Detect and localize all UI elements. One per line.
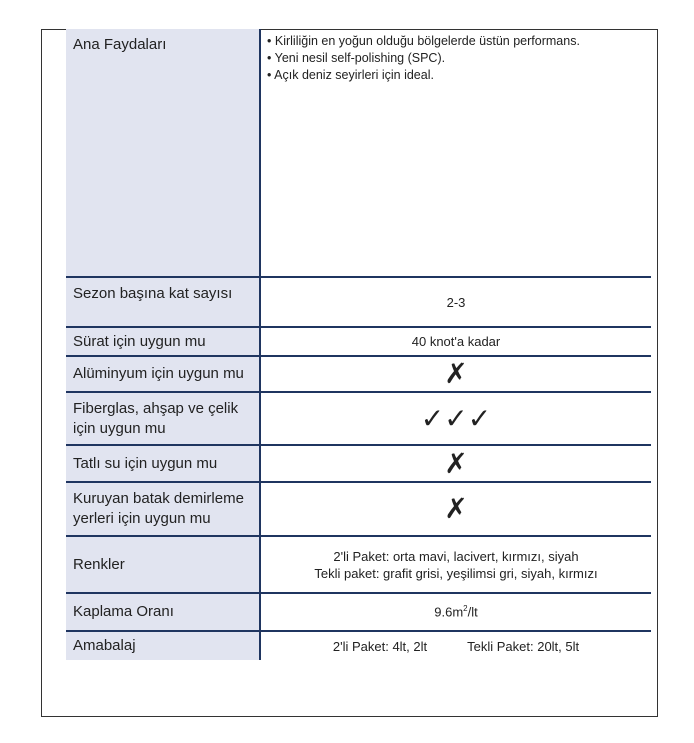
benefits-cell: [260, 29, 651, 277]
table-row: [66, 29, 651, 277]
table-row: [66, 356, 651, 392]
coverage-value: 9.6m: [434, 604, 464, 620]
coverage-unit: 2: [463, 604, 468, 614]
table-row: [66, 482, 651, 536]
list-item: • Açık deniz seyirleri için ideal.: [267, 67, 651, 84]
row-value: [260, 482, 651, 536]
row-value: [260, 536, 651, 593]
list-item: • Kirliliğin en yoğun olduğu bölgelerde üstün performans.: [267, 33, 651, 50]
row-value: [260, 392, 651, 445]
colors-single-pack: Tekli paket: grafit grisi, yeşilimsi gri, siyah, kırmızı: [314, 565, 598, 581]
table-row: [66, 445, 651, 482]
row-value: [260, 631, 651, 660]
packaging-single: Tekli Paket: 20lt, 5lt: [467, 638, 580, 654]
benefits-list: [267, 33, 651, 84]
row-label: Kaplama Oranı: [66, 593, 260, 631]
cross-mark-icon: ✗: [444, 492, 468, 525]
row-label: Amabalaj: [66, 631, 260, 660]
row-label: Tatlı su için uygun mu: [66, 445, 260, 482]
table-row: [66, 327, 651, 356]
colors-double-pack: 2'li Paket: orta mavi, lacivert, kırmızı, siyah: [333, 548, 579, 564]
row-label: Sezon başına kat sayısı: [66, 277, 260, 327]
row-value: 2-3: [260, 277, 651, 327]
check-marks-icon: ✓✓✓: [420, 401, 492, 435]
list-item: • Yeni nesil self-polishing (SPC).: [267, 50, 651, 67]
cross-mark-icon: ✗: [444, 446, 468, 480]
row-label: Fiberglas, ahşap ve çelik için uygun mu: [66, 392, 260, 445]
row-value: [260, 356, 651, 392]
table-row: [66, 593, 651, 631]
row-value: [260, 593, 651, 631]
table-row: [66, 536, 651, 593]
packaging-double: 2'li Paket: 4lt, 2lt: [332, 638, 428, 654]
table-row: [66, 392, 651, 445]
row-label: Alüminyum için uygun mu: [66, 356, 260, 392]
row-label: Sürat için uygun mu: [66, 327, 260, 356]
row-value: [260, 445, 651, 482]
row-label: Ana Faydaları: [66, 29, 260, 277]
row-label: Kuruyan batak demirleme yerleri için uygun mu: [66, 482, 260, 536]
table-row: [66, 277, 651, 327]
cross-mark-icon: ✗: [444, 357, 468, 390]
coverage-suffix: /lt: [467, 604, 478, 620]
table-row: [66, 631, 651, 660]
spec-table: [66, 29, 651, 660]
row-label: Renkler: [66, 536, 260, 593]
row-value: 40 knot'a kadar: [260, 327, 651, 356]
